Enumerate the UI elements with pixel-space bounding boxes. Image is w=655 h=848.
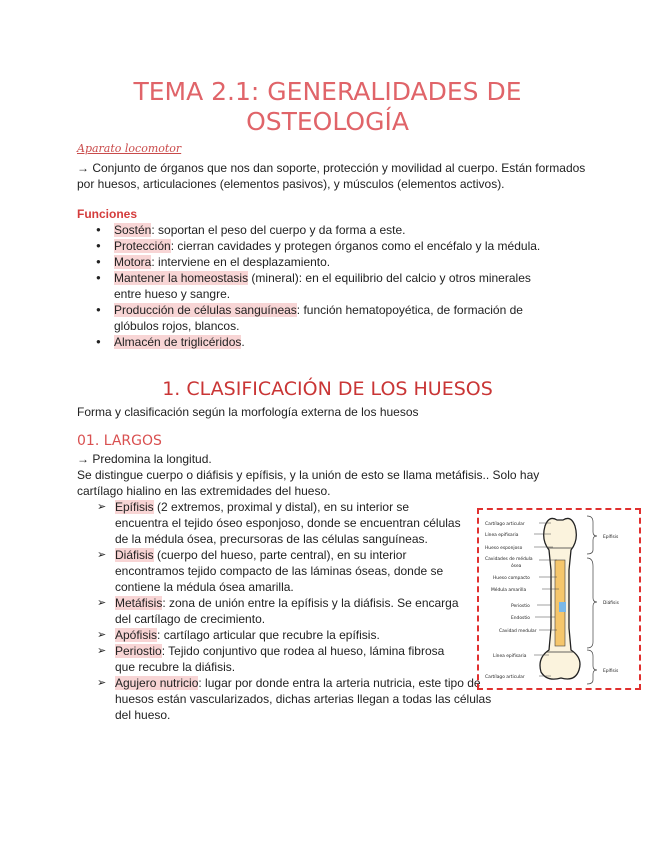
- largos-line1: → Predomina la longitud.: [77, 452, 212, 466]
- term: Protección: [114, 239, 171, 253]
- list-item: [77, 643, 465, 675]
- list-item: [77, 627, 465, 643]
- aparato-heading: Aparato locomotor: [77, 142, 182, 155]
- label-left-2: Hueso esponjoso: [485, 546, 523, 551]
- desc: (cuerpo del hueso, parte central), en su interior encontramos tejido compacto de las láminas óseas, donde se contiene la médula ósea amarilla.: [115, 548, 444, 594]
- list-item: [77, 547, 465, 595]
- aparato-line2: por huesos, articulaciones (elementos pasivos), y músculos (elementos activos).: [77, 177, 505, 191]
- label-left-8: Endostio: [511, 616, 530, 621]
- largos-line3: cartílago hialino en las extremidades del hueso.: [77, 484, 331, 498]
- aparato-line1: → Conjunto de órganos que nos dan soporte, protección y movilidad al cuerpo. Están formados: [77, 161, 586, 175]
- label-left-3: Cavidades de médula: [485, 557, 533, 562]
- desc: : lugar por donde entra la arteria nutricia, este tipo de huesos están vascularizados, dichas arterias llegan a todas las células del hueso.: [115, 676, 492, 722]
- bone-diagram-figure: [477, 508, 641, 690]
- list-item: [77, 222, 584, 238]
- label-left-7: Periostio: [511, 604, 530, 609]
- desc: : zona de unión entre la epífisis y la diáfisis. Se encarga del cartílago de crecimiento.: [115, 596, 459, 626]
- label-left-10: Línea epifisaria: [493, 654, 527, 659]
- section-heading-clasificacion: 1. CLASIFICACIÓN DE LOS HUESOS: [162, 378, 493, 400]
- label-left-5: Hueso compacto: [493, 576, 530, 581]
- label-left-11: Cartílago articular: [485, 675, 525, 680]
- desc: .: [241, 335, 245, 349]
- list-item: [77, 499, 465, 547]
- page-title-line2: OSTEOLOGÍA: [246, 107, 409, 136]
- desc: : cierran cavidades y protegen órganos como el encéfalo y la médula.: [170, 239, 541, 253]
- largos-line2: Se distingue cuerpo o diáfisis y epífisis, y la unión de esto se llama metáfisis.. Solo hay: [77, 468, 540, 482]
- label-right-1: Diáfisis: [603, 601, 619, 606]
- clasificacion-intro: Forma y clasificación según la morfología externa de los huesos: [77, 405, 419, 419]
- list-item: [77, 238, 584, 254]
- desc: (mineral): en el equilibrio del calcio y otros minerales entre hueso y sangre.: [114, 271, 531, 301]
- list-item: [77, 675, 500, 723]
- term: Metáfisis: [115, 596, 163, 610]
- label-left-0: Cartílago articular: [485, 522, 525, 527]
- desc: : función hematopoyética, de formación de glóbulos rojos, blancos.: [114, 303, 523, 333]
- blue-marker: [559, 602, 566, 612]
- largos-heading: 01. LARGOS: [77, 433, 162, 449]
- largos-list: [77, 499, 500, 723]
- label-right-0: Epífisis: [603, 535, 619, 540]
- list-item: [77, 254, 584, 270]
- label-left-6: Médula amarilla: [491, 588, 527, 593]
- label-left-9: Cavidad medular: [499, 629, 537, 634]
- term: Apófisis: [115, 628, 158, 642]
- term: Epífisis: [115, 500, 154, 514]
- desc: : soportan el peso del cuerpo y da forma a este.: [151, 223, 406, 237]
- desc: : interviene en el desplazamiento.: [151, 255, 331, 269]
- term: Motora: [114, 255, 152, 269]
- label-right-2: Epífisis: [603, 669, 619, 674]
- term: Sostén: [114, 223, 152, 237]
- page-title-line1: TEMA 2.1: GENERALIDADES DE: [133, 77, 522, 106]
- funciones-list: [77, 222, 584, 350]
- funciones-heading: Funciones: [77, 207, 138, 221]
- desc: : cartílago articular que recubre la epífisis.: [157, 628, 380, 642]
- term: Mantener la homeostasis: [114, 271, 249, 285]
- term: Diáfisis: [115, 548, 154, 562]
- term: Agujero nutricio: [115, 676, 199, 690]
- list-item: [77, 302, 554, 334]
- long-bone-diagram: [479, 510, 639, 688]
- list-item: [77, 334, 584, 350]
- label-left-4: ósea: [511, 564, 522, 569]
- list-item: [77, 270, 554, 302]
- desc: (2 extremos, proximal y distal), en su interior se encuentra el tejido óseo esponjoso, donde se encuentran células de la médula ósea, precursoras de las células sanguíneas.: [115, 500, 461, 546]
- term: Almacén de triglicéridos: [114, 335, 242, 349]
- term: Producción de células sanguíneas: [114, 303, 297, 317]
- term: Periostio: [115, 644, 162, 658]
- list-item: [77, 595, 465, 627]
- desc: : Tejido conjuntivo que rodea al hueso, lámina fibrosa que recubre la diáfisis.: [115, 644, 445, 674]
- label-left-1: Línea epifisaria: [485, 533, 519, 538]
